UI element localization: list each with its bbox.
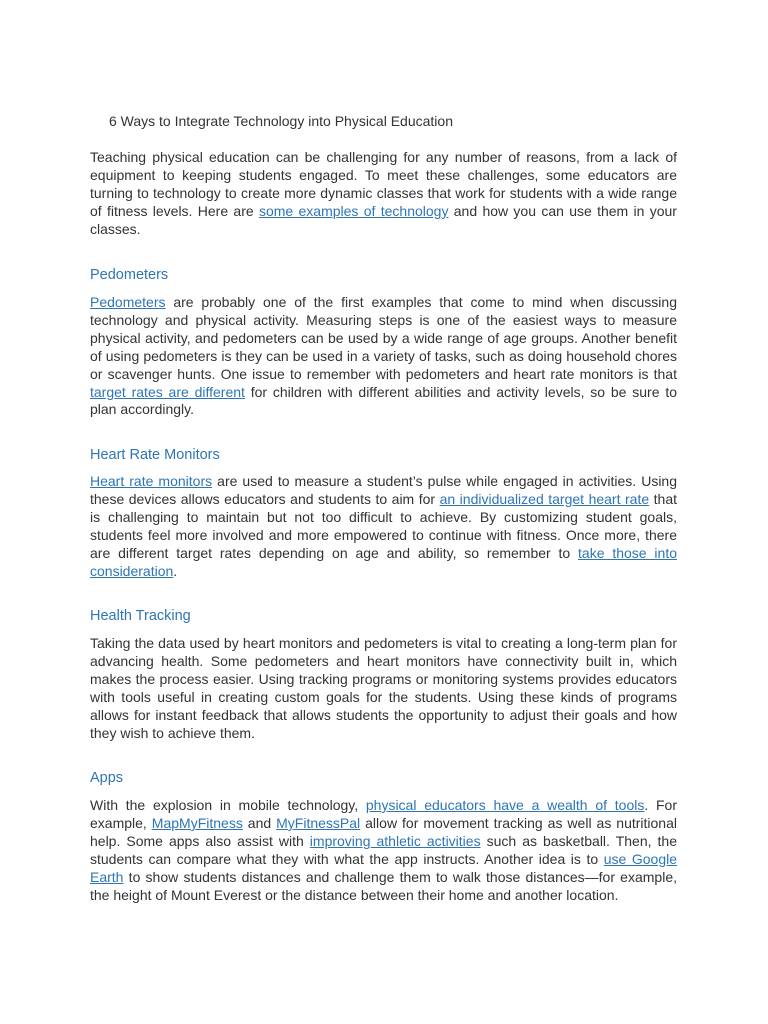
- heart-rate-paragraph: [90, 473, 677, 580]
- heading-heart-rate-monitors: Heart Rate Monitors: [90, 447, 220, 463]
- link-wealth-of-tools[interactable]: physical educators have a wealth of tools: [365, 797, 645, 813]
- apps-text-2: . For example,: [90, 797, 678, 831]
- apps-text-1: With the explosion in mobile technology,: [90, 797, 366, 813]
- heading-apps: Apps: [90, 770, 124, 786]
- apps-text-5: such as basketball. Then, the students can compare what they with what the app instructs. Another idea is to: [90, 832, 677, 867]
- heading-pedometers: Pedometers: [90, 267, 169, 283]
- apps-text-3: and: [242, 814, 277, 831]
- link-individualized-target-heart-rate[interactable]: an individualized target heart rate: [439, 490, 650, 507]
- heart-rate-text-1: are used to measure a student’s pulse while engaged in activities. Using these devices allows educators and students to aim for: [90, 473, 677, 507]
- link-mapmyfitness[interactable]: MapMyFitness: [151, 814, 243, 831]
- link-improving-athletic-activities[interactable]: improving athletic activities: [309, 832, 481, 849]
- intro-text-1: Teaching physical education can be challenging for any number of reasons, from a lack of equipment to keeping students engaged. To meet these challenges, some educators are turning to technology to create more dynamic classes that work for students with a wide range of fitness levels. Here are: [90, 149, 677, 219]
- heading-health-tracking: Health Tracking: [90, 608, 191, 624]
- health-tracking-text: Taking the data used by heart monitors and pedometers is vital to creating a long-term plan for advancing health. Some pedometers and heart monitors have connectivity built in, which makes the process easier. Using tracking programs or monitoring systems provides educators with tools useful in creating custom goals for the students. Using these kinds of programs allows for instant feedback that allows students the opportunity to adjust their goals and how they wish to achieve them.: [90, 635, 677, 741]
- link-myfitnesspal[interactable]: MyFitnessPal: [276, 814, 361, 831]
- intro-text-2: and how you can use them in your classes.: [90, 202, 677, 237]
- link-heart-rate-monitors[interactable]: Heart rate monitors: [90, 473, 213, 489]
- link-target-rates[interactable]: target rates are different: [90, 383, 245, 400]
- pedometers-text-1: are probably one of the first examples that come to mind when discussing technology and physical activity. Measuring steps is one of the easiest ways to measure physical activity, and pedometers can be used by a wide range of age groups. Another benefit of using pedometers is they can be used in a variety of tasks, such as doing household chores or scavenger hunts. One issue to remember with pedometers and heart rate monitors is that: [90, 294, 677, 382]
- link-pedometers[interactable]: Pedometers: [90, 294, 166, 310]
- apps-text-6: to show students distances and challenge them to walk those distances—for example, the height of Mount Everest or the distance between their home and another location.: [90, 868, 677, 903]
- apps-paragraph: [90, 797, 677, 904]
- link-take-into-consideration[interactable]: take those into consideration: [90, 544, 677, 579]
- document-title: 6 Ways to Integrate Technology into Physical Education: [109, 113, 453, 129]
- health-tracking-paragraph: [90, 635, 677, 742]
- heart-rate-text-3: .: [173, 562, 178, 579]
- intro-paragraph: [90, 149, 677, 239]
- pedometers-paragraph: [90, 294, 677, 419]
- heart-rate-text-2: that is challenging to maintain but not too difficult to achieve. By customizing student goals, students feel more involved and more empowered to continue with fitness. Once more, there are different target rates depending on age and ability, so remember to: [90, 490, 677, 561]
- pedometers-text-2: for children with different abilities and activity levels, so be sure to plan accordingly.: [90, 383, 677, 418]
- link-use-google-earth[interactable]: use Google Earth: [90, 850, 677, 885]
- link-examples-of-technology[interactable]: some examples of technology: [258, 202, 449, 219]
- apps-text-4: allow for movement tracking as well as nutritional help. Some apps also assist with: [90, 814, 677, 849]
